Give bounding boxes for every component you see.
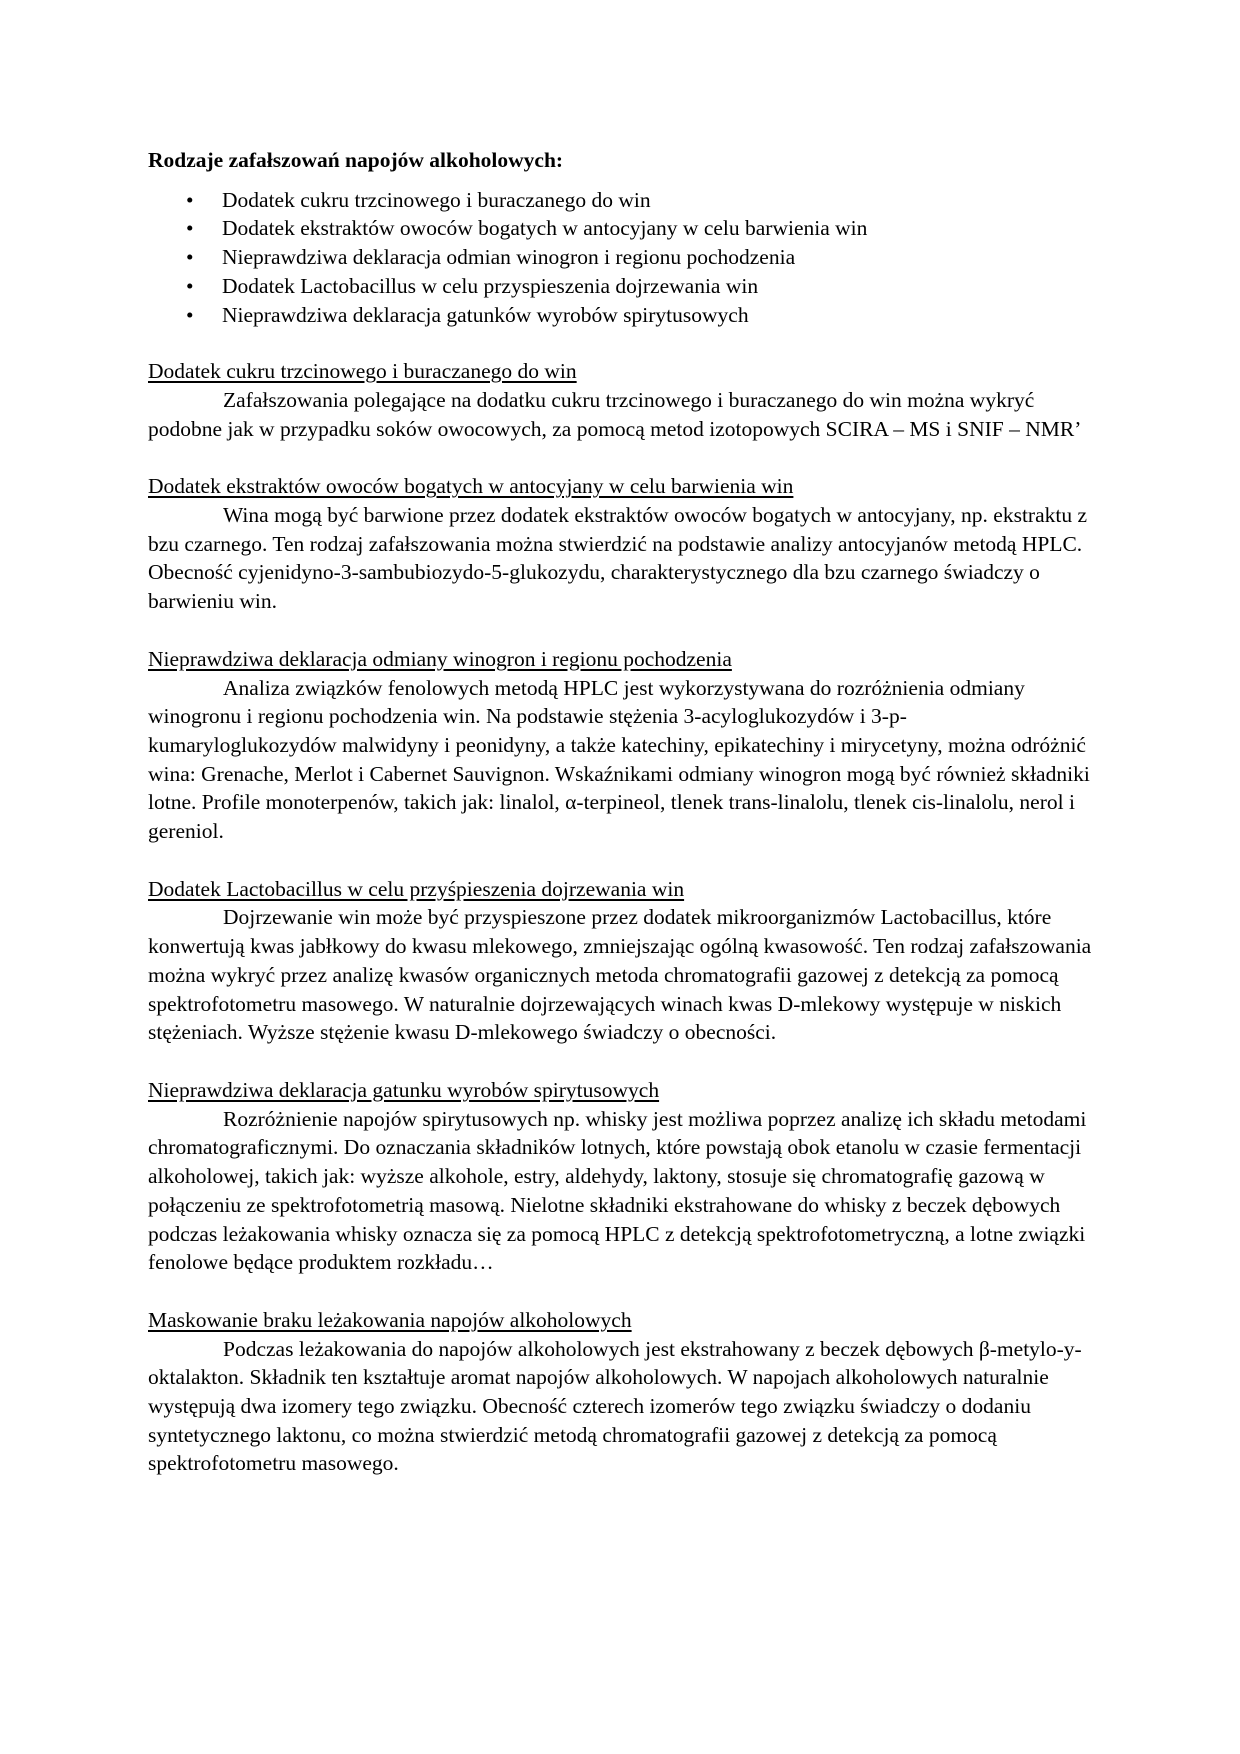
list-item-text: Dodatek cukru trzcinowego i buraczanego do win [222, 187, 651, 212]
list-item-text: Dodatek ekstraktów owoców bogatych w antocyjany w celu barwienia win [222, 216, 868, 241]
section-body: Analiza związków fenolowych metodą HPLC jest wykorzystywana do rozróżnienia odmiany winogronu i regionu pochodzenia win. Na podstawie stężenia 3-acyloglukozydów i 3-p-kumaryloglukozydów malwidyny i peonidyny, a także katechiny, epikatechiny i mirycetyny, można odróżnić wina: Grenache, Merlot i Cabernet Sauvignon. Wskaźnikami odmiany winogron mogą być również składniki lotne. Profile monoterpenów, takich jak: linalol, α-terpineol, tlenek trans-linalolu, tlenek cis-linalolu, nerol i gereniol. [148, 675, 1090, 844]
document-title: Rodzaje zafałszowań napojów alkoholowych: [148, 148, 564, 172]
list-item-text: Dodatek Lactobacillus w celu przyspieszenia dojrzewania win [222, 273, 759, 298]
section-cane-beet-sugar [148, 357, 1093, 443]
list-item [148, 186, 1093, 215]
list-item [148, 214, 1093, 243]
bullet-list [148, 186, 1093, 330]
section-heading: Nieprawdziwa deklaracja odmiany winogron i regionu pochodzenia [148, 646, 732, 671]
section-grape-variety-region [148, 645, 1093, 846]
list-item-text: Nieprawdziwa deklaracja odmian winogron i regionu pochodzenia [222, 245, 796, 270]
section-body: Rozróżnienie napojów spirytusowych np. whisky jest możliwa poprzez analizę ich składu metodami chromatograficznymi. Do oznaczania składników lotnych, które powstają obok etanolu w czasie fermentacji alkoholowej, takich jak: wyższe alkohole, estry, aldehydy, laktony, stosuje się chromatografię gazową w połączeniu ze spektrofotometrią masową. Nielotne składniki ekstrahowane do whisky z beczek dębowych podczas leżakowania whisky oznacza się za pomocą HPLC z detekcją spektrofotometryczną, a lotne związki fenolowe będące produktem rozkładu… [148, 1106, 1087, 1275]
section-heading: Nieprawdziwa deklaracja gatunku wyrobów spirytusowych [148, 1077, 660, 1102]
section-heading: Maskowanie braku leżakowania napojów alkoholowych [148, 1307, 632, 1332]
list-item [148, 243, 1093, 272]
list-item [148, 301, 1093, 330]
document-page [148, 146, 1093, 1507]
section-body: Dojrzewanie win może być przyspieszone przez dodatek mikroorganizmów Lactobacillus, które konwertują kwas jabłkowy do kwasu mlekowego, zmniejszając ogólną kwasowość. Ten rodzaj zafałszowania można wykryć przez analizę kwasów organicznych metoda chromatografii gazowej z detekcją za pomocą spektrofotometru masowego. W naturalnie dojrzewających winach kwas D-mlekowy występuje w niskich stężeniach. Wyższe stężenie kwasu D-mlekowego świadczy o obecności. [148, 905, 1092, 1045]
bullet-icon: • [186, 216, 194, 241]
section-heading: Dodatek cukru trzcinowego i buraczanego do win [148, 359, 577, 384]
list-item-text: Nieprawdziwa deklaracja gatunków wyrobów spirytusowych [222, 302, 749, 327]
section-anthocyanin-extracts [148, 472, 1093, 616]
bullet-icon: • [186, 273, 194, 298]
section-body: Podczas leżakowania do napojów alkoholowych jest ekstrahowany z beczek dębowych β-metylo-y-oktalakton. Składnik ten kształtuje aromat napojów alkoholowych. W napojach alkoholowych naturalnie występują dwa izomery tego związku. Obecność czterech izomerów tego związku świadczy o dodaniu syntetycznego laktonu, co można stwierdzić metodą chromatografii gazowej z detekcją za pomocą spektrofotometru masowego. [148, 1336, 1082, 1476]
section-body: Zafałszowania polegające na dodatku cukru trzcinowego i buraczanego do win można wykryć podobne jak w przypadku soków owocowych, za pomocą metod izotopowych SCIRA – MS i SNIF – NMR’ [148, 387, 1082, 441]
section-lactobacillus [148, 875, 1093, 1047]
section-body: Wina mogą być barwione przez dodatek ekstraktów owoców bogatych w antocyjany, np. ekstraktu z bzu czarnego. Ten rodzaj zafałszowania można stwierdzić na podstawie analizy antocyjanów metodą HPLC. Obecność cyjenidyno-3-sambubiozydo-5-glukozydu, charakterystycznego dla bzu czarnego świadczy o barwieniu win. [148, 503, 1088, 614]
section-heading: Dodatek ekstraktów owoców bogatych w antocyjany w celu barwienia win [148, 474, 794, 499]
bullet-icon: • [186, 187, 194, 212]
bullet-icon: • [186, 302, 194, 327]
list-item [148, 272, 1093, 301]
section-aging-masking [148, 1306, 1093, 1478]
bullet-icon: • [186, 245, 194, 270]
section-heading: Dodatek Lactobacillus w celu przyśpieszenia dojrzewania win [148, 876, 685, 901]
section-spirits-type [148, 1076, 1093, 1277]
